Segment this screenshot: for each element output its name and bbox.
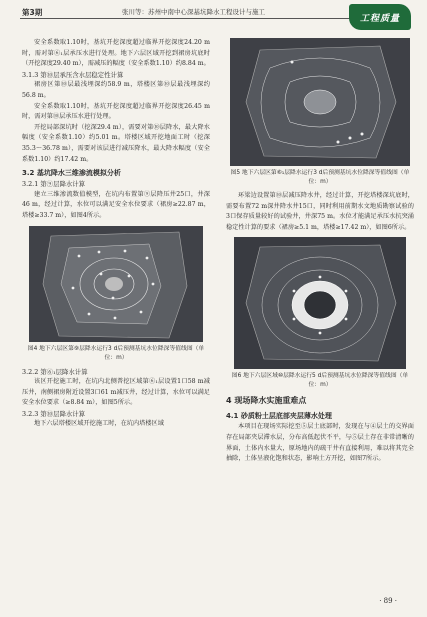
paragraph: 裙房区第⑩层最浅埋深约58.9 m，塔楼区第⑩层最浅埋深约56.8 m。 — [22, 81, 210, 99]
figure-6-contour-map — [234, 237, 406, 369]
figure-6-caption: 图6 地下六层区域⑩层降水运行5 d后预测基坑水位降深等值线图（单位：m） — [231, 373, 409, 389]
figure-5-image — [230, 38, 410, 166]
paragraph: 本项目在现场实际挖至⑤层土底部时，发现在与④层土的交界面存在局部夹层滞水层，分布高低起伏不平，与⑤层土存在非常清晰的界面，土体内水量大，原场地内的疏干井有直接利用，难以将其完全抽除，土体呈液化饱和状态，影响土方开挖，如图7所示。 — [226, 423, 414, 463]
paragraph: 该区开挖施工时，在坑内北侧普挖区域第⑥₁层设置1口58 m减压井，南侧裙房附近设置3口61 m减压井，经过计算，水位可以满足安全水位要求（≥8.84 m），如图5所示。 — [22, 378, 210, 407]
section-heading-3-2: 3.2 基坑降水三维渗流模拟分析 — [22, 169, 121, 178]
journal-logo — [349, 4, 411, 30]
paragraph: 环梁边设置第⑩层减压降水井，经过计算，开挖塔楼深坑底时，需要布置72 m深井降水井15口，同时利用前期水文地质勘察试验的3口保存质量较好的试验井，井深75 m。水位才能满足承压水抗突涌稳定性计算的要求（裙房≥5.1 m，塔楼≥17.42 m），如图6所示。 — [226, 192, 414, 231]
running-title: 张川等：苏州中南中心深基坑降水工程设计与施工 — [122, 8, 265, 16]
paragraph: 开挖局部深坑时（挖深29.4 m），需要对第⑩层降水，最大降水幅度（安全系数1.10）约5.01 m。塔楼区域开挖地面工时（挖深35.3～36.78 m），需要对该层进行减压降水，最大降水幅度（安全系数1.10）约17.42 m。 — [22, 123, 210, 163]
section-heading-3-2-1: 3.2.1 第⑨层降水计算 — [22, 180, 86, 189]
paragraph: 建立三维渗流数值模型，在坑内布置第⑨层降压井25口，井深46 m，经过计算，水位可以满足安全水位要求（裙房≥22.87 m，塔楼≥33.7 m），如图4所示。 — [22, 190, 210, 219]
figure-4-contour-map — [29, 226, 203, 342]
header-rule — [20, 18, 350, 19]
section-heading-4-1: 4.1 砂质粉土层底部夹层薄水处理 — [226, 412, 332, 421]
page-header — [0, 0, 427, 36]
section-heading-3-1-3: 3.1.3 第⑩层承压含水层稳定性计算 — [22, 70, 124, 79]
figure-5-contour-map — [230, 38, 410, 166]
paragraph: 地下六层塔楼区域开挖施工时，在坑内塔楼区域 — [34, 420, 164, 428]
section-heading-3-2-2: 3.2.2 第⑥₁层降水计算 — [22, 367, 88, 376]
right-column — [226, 38, 414, 465]
paragraph: 安全系数取1.10时，基坑开挖深度超过临界开挖深度26.45 m时，需对第⑩层承压水进行处理。 — [22, 102, 210, 121]
paragraph: 安全系数取1.10时，基坑开挖深度超过临界开挖深度24.20 m时，需对第⑥₁层承压水进行处理。地下六层区域开挖到裙房坑底时（开挖深度29.40 m），需减压的幅度（安全系数1.10）约8.84 m。 — [22, 39, 210, 68]
section-heading-4: 4 现场降水实施重难点 — [226, 396, 307, 406]
issue-number: 第3期 — [22, 8, 43, 17]
figure-6-image — [234, 237, 406, 369]
figure-5-caption: 图5 地下六层区第⑥₁层降水运行3 d后预测基坑水位降深等值线图（单位：m） — [230, 170, 410, 185]
figure-4-caption: 图4 地下六层区第⑨层降水运行3 d后预测基坑水位降深等值线图（单位：m） — [27, 345, 205, 361]
page-number: · 89 · — [379, 597, 397, 605]
left-column — [22, 38, 210, 430]
section-heading-3-2-3: 3.2.3 第⑩层降水计算 — [22, 409, 86, 418]
figure-4-image — [29, 226, 203, 342]
logo-text: 工程质量 — [359, 13, 400, 24]
